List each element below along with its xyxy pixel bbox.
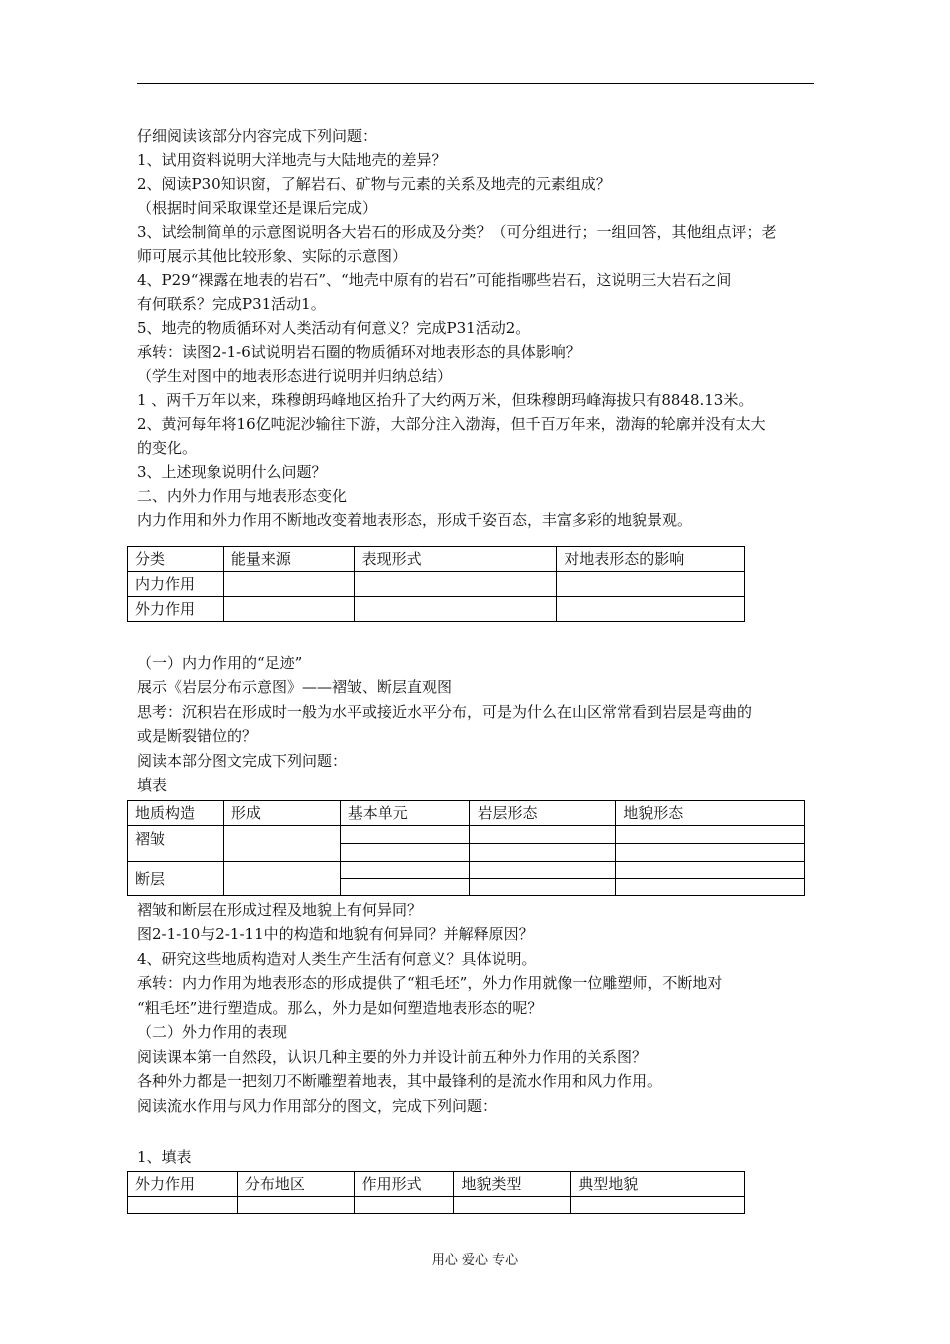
table-header-cell: 形成 — [223, 801, 340, 826]
text-line: 3、试绘制简单的示意图说明各大岩石的形成及分类？（可分组进行；一组回答，其他组点评；老 — [137, 223, 777, 241]
text-line: 1 、两千万年以来，珠穆朗玛峰地区抬升了大约两万米，但珠穆朗玛峰海拔只有8848.13米。 — [137, 391, 754, 409]
text-line: 内力作用和外力作用不断地改变着地表形态，形成千姿百态，丰富多彩的地貌景观。 — [137, 511, 693, 529]
table-row — [128, 826, 805, 844]
text-line: 阅读课本第一自然段，认识几种主要的外力并设计前五种外力作用的关系图？ — [137, 1048, 648, 1066]
table-header-cell: 分类 — [128, 547, 224, 572]
blank-cell — [616, 879, 805, 896]
table-header-row — [128, 1172, 745, 1197]
table-header-cell: 表现形式 — [354, 547, 557, 572]
blank-cell — [557, 597, 745, 622]
text-line: 师可展示其他比较形象、实际的示意图） — [137, 247, 408, 265]
table-header-row — [128, 801, 805, 826]
blank-cell — [616, 862, 805, 879]
text-line: 1、试用资料说明大洋地壳与大陆地壳的差异？ — [137, 151, 447, 169]
blank-cell — [470, 844, 616, 862]
text-line: 4、研究这些地质构造对人类生产生活有何意义？具体说明。 — [137, 950, 537, 968]
text-line: 5、地壳的物质循环对人类活动有何意义？完成P31活动2。 — [137, 319, 531, 337]
table-header-cell: 对地表形态的影响 — [557, 547, 745, 572]
text-line: 有何联系？完成P31活动1。 — [137, 295, 326, 313]
blank-cell — [223, 572, 354, 597]
text-line: 的变化。 — [137, 439, 198, 457]
text-line: 2、阅读P30知识窗，了解岩石、矿物与元素的关系及地壳的元素组成？ — [137, 175, 611, 193]
table-header-cell: 基本单元 — [340, 801, 470, 826]
text-line: 仔细阅读该部分内容完成下列问题： — [137, 127, 378, 145]
table-header-cell: 外力作用 — [128, 1172, 238, 1197]
text-line: 各种外力都是一把刻刀不断雕塑着地表，其中最锋利的是流水作用和风力作用。 — [137, 1072, 663, 1090]
text-line: 或是断裂错位的？ — [137, 727, 258, 745]
table-header-cell: 作用形式 — [354, 1172, 454, 1197]
blank-cell — [616, 826, 805, 844]
blank-cell — [223, 597, 354, 622]
table-row — [128, 572, 745, 597]
text-line: （学生对图中的地表形态进行说明并归纳总结） — [137, 367, 453, 385]
row-label: 断层 — [128, 862, 224, 896]
blank-cell — [616, 844, 805, 862]
blank-cell — [557, 572, 745, 597]
blank-cell — [470, 826, 616, 844]
force-comparison-table — [127, 546, 745, 622]
text-line: 阅读流水作用与风力作用部分的图文，完成下列问题： — [137, 1097, 498, 1115]
blank-cell — [354, 1197, 454, 1214]
text-line: 3、上述现象说明什么问题？ — [137, 463, 327, 481]
text-line: 思考：沉积岩在形成时一般为水平或接近水平分布，可是为什么在山区常常看到岩层是弯曲的 — [137, 703, 753, 721]
blank-cell — [340, 844, 470, 862]
blank-cell — [454, 1197, 571, 1214]
header-rule — [137, 83, 814, 84]
section-heading: 二、内外力作用与地表形态变化 — [137, 487, 348, 505]
text-line: 阅读本部分图文完成下列问题： — [137, 752, 348, 770]
table-header-cell: 典型地貌 — [571, 1172, 745, 1197]
table-header-cell: 地质构造 — [128, 801, 224, 826]
blank-cell — [340, 879, 470, 896]
blank-cell — [571, 1197, 745, 1214]
table-header-cell: 地貌类型 — [454, 1172, 571, 1197]
blank-cell — [470, 862, 616, 879]
text-line: 2、黄河每年将16亿吨泥沙输往下游，大部分注入渤海，但千百万年来，渤海的轮廓并没有太大 — [137, 415, 766, 433]
blank-cell — [340, 826, 470, 844]
text-line: 展示《岩层分布示意图》——褶皱、断层直观图 — [137, 678, 453, 696]
section-heading: （二）外力作用的表现 — [137, 1023, 288, 1041]
text-line: 承转：读图2-1-6试说明岩石圈的物质循环对地表形态的具体影响？ — [137, 343, 581, 361]
text-line: 褶皱和断层在形成过程及地貌上有何异同？ — [137, 901, 423, 919]
page-footer: 用心 爱心 专心 — [431, 1253, 519, 1268]
row-label: 外力作用 — [128, 597, 224, 622]
blank-cell — [340, 862, 470, 879]
table-header-row — [128, 547, 745, 572]
blank-cell — [128, 1197, 238, 1214]
table-header-cell: 能量来源 — [223, 547, 354, 572]
table-header-cell: 地貌形态 — [616, 801, 805, 826]
table-row — [128, 1197, 745, 1214]
fill-table-label: 1、填表 — [137, 1148, 192, 1166]
external-force-table — [127, 1171, 745, 1214]
text-line: 填表 — [137, 776, 168, 794]
blank-cell — [354, 597, 557, 622]
text-line: 4、P29“裸露在地表的岩石”、“地壳中原有的岩石”可能指哪些岩石，这说明三大岩石之间 — [137, 271, 732, 289]
blank-cell — [223, 862, 340, 896]
table-row — [128, 862, 805, 879]
geologic-structure-table — [127, 800, 805, 896]
row-label: 内力作用 — [128, 572, 224, 597]
table-row — [128, 597, 745, 622]
blank-cell — [223, 826, 340, 862]
text-line: 承转：内力作用为地表形态的形成提供了“粗毛坯”，外力作用就像一位雕塑师，不断地对 — [137, 974, 723, 992]
table-header-cell: 分布地区 — [237, 1172, 354, 1197]
text-line: 图2-1-10与2-1-11中的构造和地貌有何异同？并解释原因？ — [137, 925, 534, 943]
section-heading: （一）内力作用的“足迹” — [137, 654, 303, 672]
text-line: “粗毛坯”进行塑造成。那么，外力是如何塑造地表形态的呢？ — [137, 999, 543, 1017]
text-line: （根据时间采取课堂还是课后完成） — [137, 199, 378, 217]
table-header-cell: 岩层形态 — [470, 801, 616, 826]
blank-cell — [237, 1197, 354, 1214]
row-label: 褶皱 — [128, 826, 224, 862]
blank-cell — [470, 879, 616, 896]
blank-cell — [354, 572, 557, 597]
